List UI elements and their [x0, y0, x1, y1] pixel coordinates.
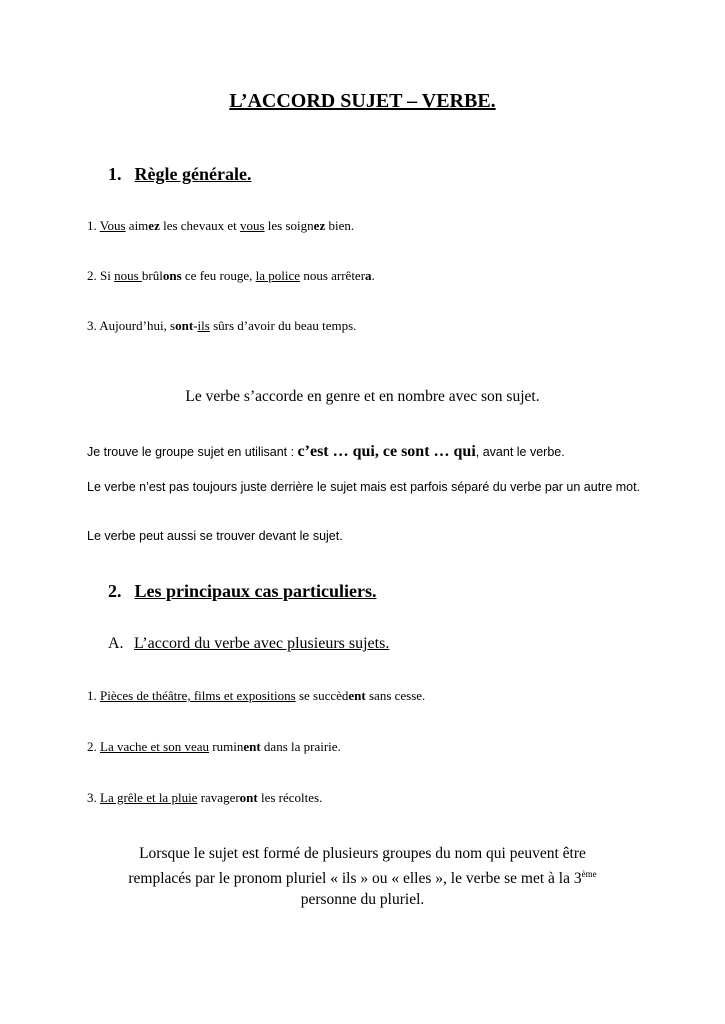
note-subject-group: [87, 443, 565, 461]
subject: nous: [114, 268, 142, 283]
subject: Pièces de théâtre, films et expositions: [100, 688, 296, 703]
subject: La grêle et la pluie: [100, 790, 198, 805]
ordinal-superscript: ème: [581, 869, 597, 879]
note-separation: Le verbe n’est pas toujours juste derrière le sujet mais est parfois séparé du verbe par un autre mot.: [87, 480, 641, 494]
verb-ending: ent: [348, 688, 366, 703]
example-text: bien.: [325, 218, 355, 233]
verb-ending: ez: [148, 218, 160, 233]
section-1-heading: [108, 164, 251, 185]
subsection-a-heading: [108, 635, 389, 653]
verb-stem: se succèd: [295, 688, 349, 703]
verb-stem: aim: [125, 218, 149, 233]
verb-ending: ent: [243, 739, 261, 754]
rule-text: personne du pluriel.: [300, 891, 425, 909]
rule-statement-plural: [90, 843, 635, 910]
example-5: [87, 739, 341, 755]
example-4: [87, 688, 425, 704]
rule-statement: Le verbe s’accorde en genre et en nombre avec son sujet.: [185, 388, 540, 405]
example-text: 3.: [87, 790, 100, 805]
section-label: Les principaux cas particuliers.: [134, 581, 377, 601]
section-label: Règle générale.: [134, 164, 252, 184]
note-inversion: Le verbe peut aussi se trouver devant le sujet.: [87, 529, 343, 543]
rule-text: Lorsque le sujet est formé de plusieurs groupes du nom qui peuvent être: [139, 845, 586, 862]
verb-ending: ont: [239, 790, 258, 805]
verb-ending: a: [365, 268, 372, 283]
example-text: ce feu rouge,: [181, 268, 256, 283]
subject: la police: [255, 268, 301, 283]
example-text: .: [371, 268, 375, 283]
note-text: , avant le verbe.: [475, 445, 565, 459]
verb-stem: brûl: [141, 268, 163, 283]
verb-ending: ons: [162, 268, 182, 283]
example-text: -: [193, 318, 198, 333]
example-1: [87, 218, 354, 234]
subsection-number: A.: [108, 635, 124, 652]
example-text: dans la prairie.: [260, 739, 341, 754]
subject: ils: [197, 318, 210, 333]
section-number: 2.: [108, 581, 122, 601]
example-text: 1.: [87, 688, 100, 703]
example-3: [87, 318, 356, 334]
subject: Vous: [99, 218, 126, 233]
example-text: 1.: [87, 218, 100, 233]
example-text: 2.: [87, 739, 100, 754]
example-text: 2. Si: [87, 268, 115, 283]
example-2: [87, 268, 375, 284]
section-number: 1.: [108, 164, 122, 184]
rule-text: remplacés par le pronom pluriel « ils » ou « elles », le verbe se met à la 3: [128, 870, 582, 888]
note-text: Je trouve le groupe sujet en utilisant :: [87, 445, 298, 459]
subsection-label: L’accord du verbe avec plusieurs sujets.: [134, 635, 390, 652]
page-title: L’ACCORD SUJET – VERBE.: [229, 90, 496, 112]
example-text: 3. Aujourd’hui, s: [87, 318, 176, 333]
verb-ending: ont: [175, 318, 194, 333]
example-text: sans cesse.: [365, 688, 426, 703]
verb-stem: ravager: [197, 790, 240, 805]
verb-ending: ez: [313, 218, 326, 233]
subject: La vache et son veau: [100, 739, 210, 754]
verb-stem: nous arrêter: [300, 268, 366, 283]
example-text: les récoltes.: [257, 790, 323, 805]
subject: vous: [239, 218, 265, 233]
note-emphasis: c’est … qui, ce sont … qui: [297, 443, 476, 460]
example-6: [87, 790, 322, 806]
example-text: sûrs d’avoir du beau temps.: [209, 318, 357, 333]
verb-stem: les soign: [264, 218, 314, 233]
example-text: les chevaux et: [159, 218, 240, 233]
verb-stem: rumin: [209, 739, 244, 754]
section-2-heading: [108, 581, 377, 602]
